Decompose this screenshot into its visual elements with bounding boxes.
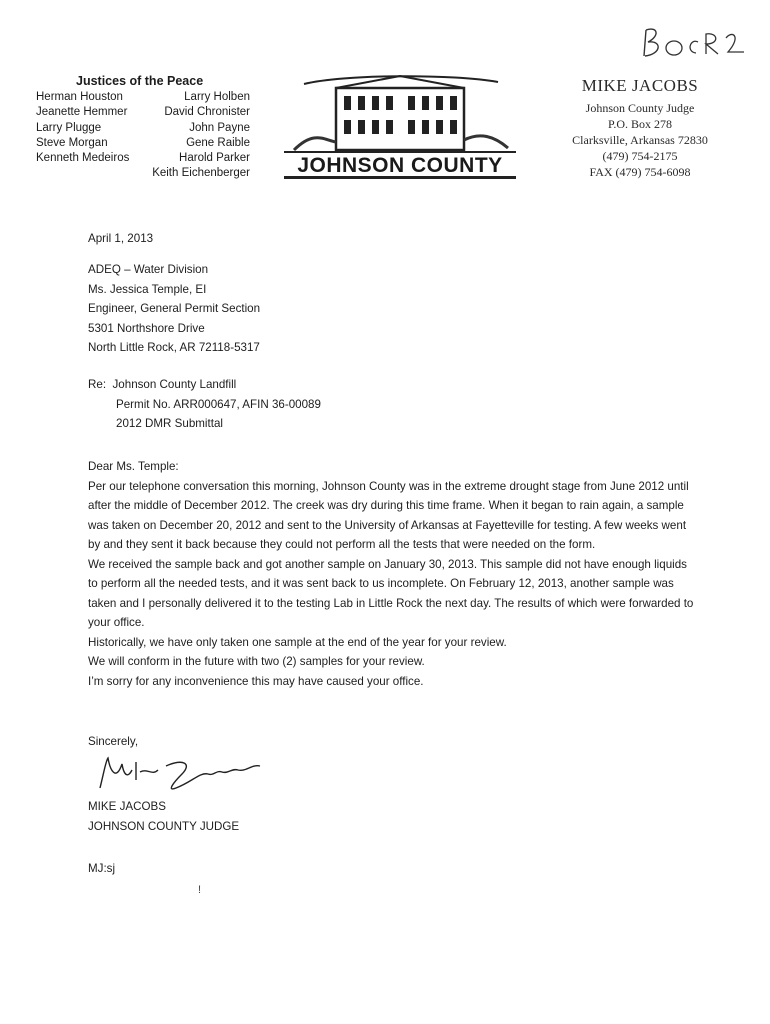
stray-mark: ! <box>198 884 202 896</box>
signer-block <box>88 797 698 836</box>
paragraph: Per our telephone conversation this morning, Johnson County was in the extreme drought stage from June 2012 until after the middle of December 2012. The creek was dry during this time frame. When it began to rain again, a sample was taken on December 20, 2012 and sent to the University of Arkansas at Fayetteville for testing. A few weeks went by and they sent it back because they could not perform all the tests that were needed on the form. <box>88 479 689 551</box>
justice-row: Jeanette Hemmer David Chronister <box>36 106 250 119</box>
judge-name: MIKE JACOBS <box>581 76 699 95</box>
justice-row: Kenneth Medeiros Harold Parker <box>36 151 250 164</box>
judge-phone: (479) 754-2175 <box>602 149 678 163</box>
judge-city: Clarksville, Arkansas 72830 <box>572 133 708 147</box>
letter-body <box>88 457 698 691</box>
seal-caption: JOHNSON COUNTY <box>297 154 503 177</box>
subject-block: Re: Johnson County Landfill Permit No. ARR000647, AFIN 36-00089 2012 DMR Submittal <box>88 378 321 430</box>
paragraph: We will conform in the future with two (2) samples for your review. <box>88 655 425 668</box>
handwritten-note <box>640 22 750 62</box>
closing: Sincerely, <box>88 735 139 748</box>
judge-title: Johnson County Judge <box>585 101 695 115</box>
justices-heading: Justices of the Peace <box>76 74 204 88</box>
re-label: Re: <box>88 378 107 391</box>
judge-fax: FAX (479) 754-6098 <box>589 165 691 179</box>
recipient-address: ADEQ – Water Division Ms. Jessica Temple, EI Engineer, General Permit Section 5301 Northshore Drive North Little Rock, AR 72118-5317 <box>88 263 261 354</box>
paragraph: Historically, we have only taken one sample at the end of the year for your review. <box>88 635 507 649</box>
judge-po-box: P.O. Box 278 <box>607 117 672 131</box>
salutation: Dear Ms. Temple: <box>88 460 179 473</box>
typist-initials: MJ:sj <box>88 862 116 875</box>
judge-contact <box>540 76 740 180</box>
paragraph: I’m sorry for any inconvenience this may have caused your office. <box>88 674 424 688</box>
justice-row: Larry Plugge John Payne <box>36 121 250 134</box>
justices-list <box>36 74 256 181</box>
signer-name: MIKE JACOBS <box>88 800 166 813</box>
paragraph: We received the sample back and got another sample on January 30, 2013. This sample did not have enough liquids to perform all the needed tests, and it was sent back to us incomplete. On February 12, 2013, another sample was taken and I personally delivered it to the testing Lab in Little Rock the next day. The results of which were forwarded to your office. <box>88 557 694 629</box>
signature <box>96 752 266 796</box>
justice-row: Steve Morgan Gene Raible <box>36 136 250 149</box>
justice-last: Keith Eichenberger <box>152 167 250 180</box>
letter-date: April 1, 2013 <box>88 232 154 245</box>
signer-title: JOHNSON COUNTY JUDGE <box>88 819 240 833</box>
justice-row: Herman Houston Larry Holben <box>36 91 250 104</box>
